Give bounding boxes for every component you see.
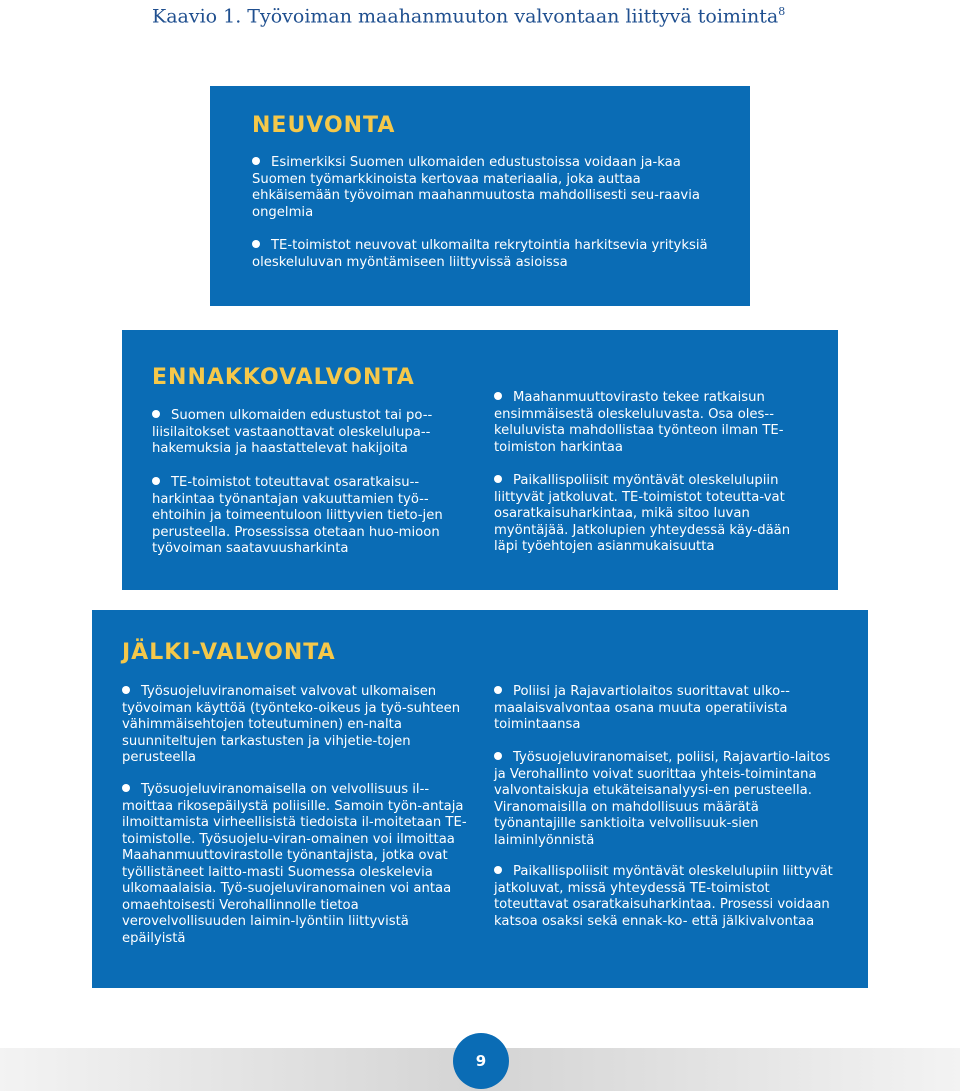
bullet-dot-icon [494,686,502,694]
jalkivalvonta-right-bullet-1 [494,684,834,734]
ennakkovalvonta-title: ENNAKKOVALVONTA [152,365,415,390]
jalkivalvonta-right-bullet-3 [494,864,834,930]
figure-caption-text: Kaavio 1. Työvoiman maahanmuuton valvontaan liittyvä toiminta [152,5,779,28]
bullet-dot-icon [152,477,160,485]
ennakkovalvonta-left-bullet-2-text: TE-toimistot toteuttavat osaratkaisu-harkintaa työnantajan vakuuttamien työ-ehtoihin ja toimeentuloon liittyvien tieto-jen perusteella. Prosessissa otetaan huo-mioon työvoiman saatavuusharkinta [152,475,443,556]
figure-caption [152,0,785,28]
neuvonta-bullet-2 [252,238,718,271]
bullet-dot-icon [494,866,502,874]
bullet-dot-icon [152,410,160,418]
ennakkovalvonta-right-bullet-1-text: Maahanmuuttovirasto tekee ratkaisun ensimmäisestä oleskeluluvasta. Osa oles-keluluvista mahdollistaa työnteon ilman TE-toimiston harkintaa [494,390,784,455]
jalkivalvonta-right-bullet-2-text: Työsuojeluviranomaiset, poliisi, Rajavartio-laitos ja Verohallinto voivat suorittaa yhteis-toimintana valvontaiskuja etukäteisanalyysi-en perusteella. Viranomaisilla on mahdollisuus määrätä työnantajille sanktioita velvollisuuk-sien laiminlyönnistä [494,750,831,848]
jalkivalvonta-left-bullet-1-text: Työsuojeluviranomaiset valvovat ulkomaisen työvoiman käyttöä (työnteko-oikeus ja työ-suhteen vähimmäisehtojen toteutuminen) en-nalta suunniteltujen tarkastusten ja vihjetie-tojen perusteella [122,684,461,765]
jalkivalvonta-right-bullet-2 [494,750,834,849]
neuvonta-title: NEUVONTA [252,113,396,138]
ennakkovalvonta-left-bullet-1 [152,408,470,458]
neuvonta-box [210,86,750,306]
figure-caption-footnote: 8 [778,5,786,18]
ennakkovalvonta-left-bullet-2 [152,475,470,558]
jalkivalvonta-left-bullet-2-text: Työsuojeluviranomaisella on velvollisuus il-moittaa rikosepäilystä poliisille. Samoin työn-antaja ilmoittamista virheellisistä tiedoista il-moitetaan TE-toimistolle. Työsuojelu-viran-omainen voi ilmoittaa Maahanmuuttovirastolle työnantajista, jotka ovat työllistäneet laitto-masti Suomessa oleskelevia ulkomaalaisia. Työ-suojeluviranomainen voi antaa omaehtoisesti Verohallinnolle tietoa verovelvollisuuden laimin-lyöntiin liittyvistä epäilyistä [122,782,467,946]
ennakkovalvonta-right-bullet-1 [494,390,816,456]
ennakkovalvonta-right-bullet-2 [494,473,816,556]
neuvonta-bullet-1 [252,155,718,221]
bullet-dot-icon [122,686,130,694]
bullet-dot-icon [494,752,502,760]
ennakkovalvonta-box [122,330,838,590]
jalkivalvonta-left-bullet-2 [122,782,472,947]
ennakkovalvonta-right-bullet-2-text: Paikallispoliisit myöntävät oleskelulupiin liittyvät jatkoluvat. TE-toimistot toteutta-vat osaratkaisuharkintaa, mikä sitoo luvan myöntäjää. Jatkolupien yhteydessä käy-dään läpi työehtojen asianmukaisuutta [494,473,791,554]
jalkivalvonta-box [92,610,868,988]
bullet-dot-icon [494,392,502,400]
bullet-dot-icon [494,475,502,483]
bullet-dot-icon [252,157,260,165]
ennakkovalvonta-left-bullet-1-text: Suomen ulkomaiden edustustot tai po-liisilaitokset vastaanottavat oleskelulupa-hakemuksia ja haastattelevat hakijoita [152,408,433,456]
bullet-dot-icon [122,784,130,792]
jalkivalvonta-right-bullet-3-text: Paikallispoliisit myöntävät oleskelulupiin liittyvät jatkoluvat, missä yhteydessä TE-toimistot toteuttavat osaratkaisuharkintaa. Prosessi voidaan katsoa osaksi sekä ennak-ko- että jälkivalvontaa [494,864,833,929]
jalkivalvonta-right-bullet-1-text: Poliisi ja Rajavartiolaitos suorittavat ulko-maalaisvalvontaa osana muuta operatiivista toimintaansa [494,684,790,732]
neuvonta-bullet-2-text: TE-toimistot neuvovat ulkomailta rekrytointia harkitsevia yrityksiä oleskeluluvan myöntämiseen liittyvissä asioissa [252,238,708,270]
page-number: 9 [453,1033,509,1089]
jalkivalvonta-left-bullet-1 [122,684,472,767]
jalkivalvonta-title: JÄLKI-VALVONTA [122,640,336,665]
bullet-dot-icon [252,240,260,248]
neuvonta-bullet-1-text: Esimerkiksi Suomen ulkomaiden edustustoissa voidaan ja-kaa Suomen työmarkkinoista kertovaa materiaalia, joka auttaa ehkäisemään työvoiman maahanmuutosta mahdollisesti seu-raavia ongelmia [252,155,700,220]
